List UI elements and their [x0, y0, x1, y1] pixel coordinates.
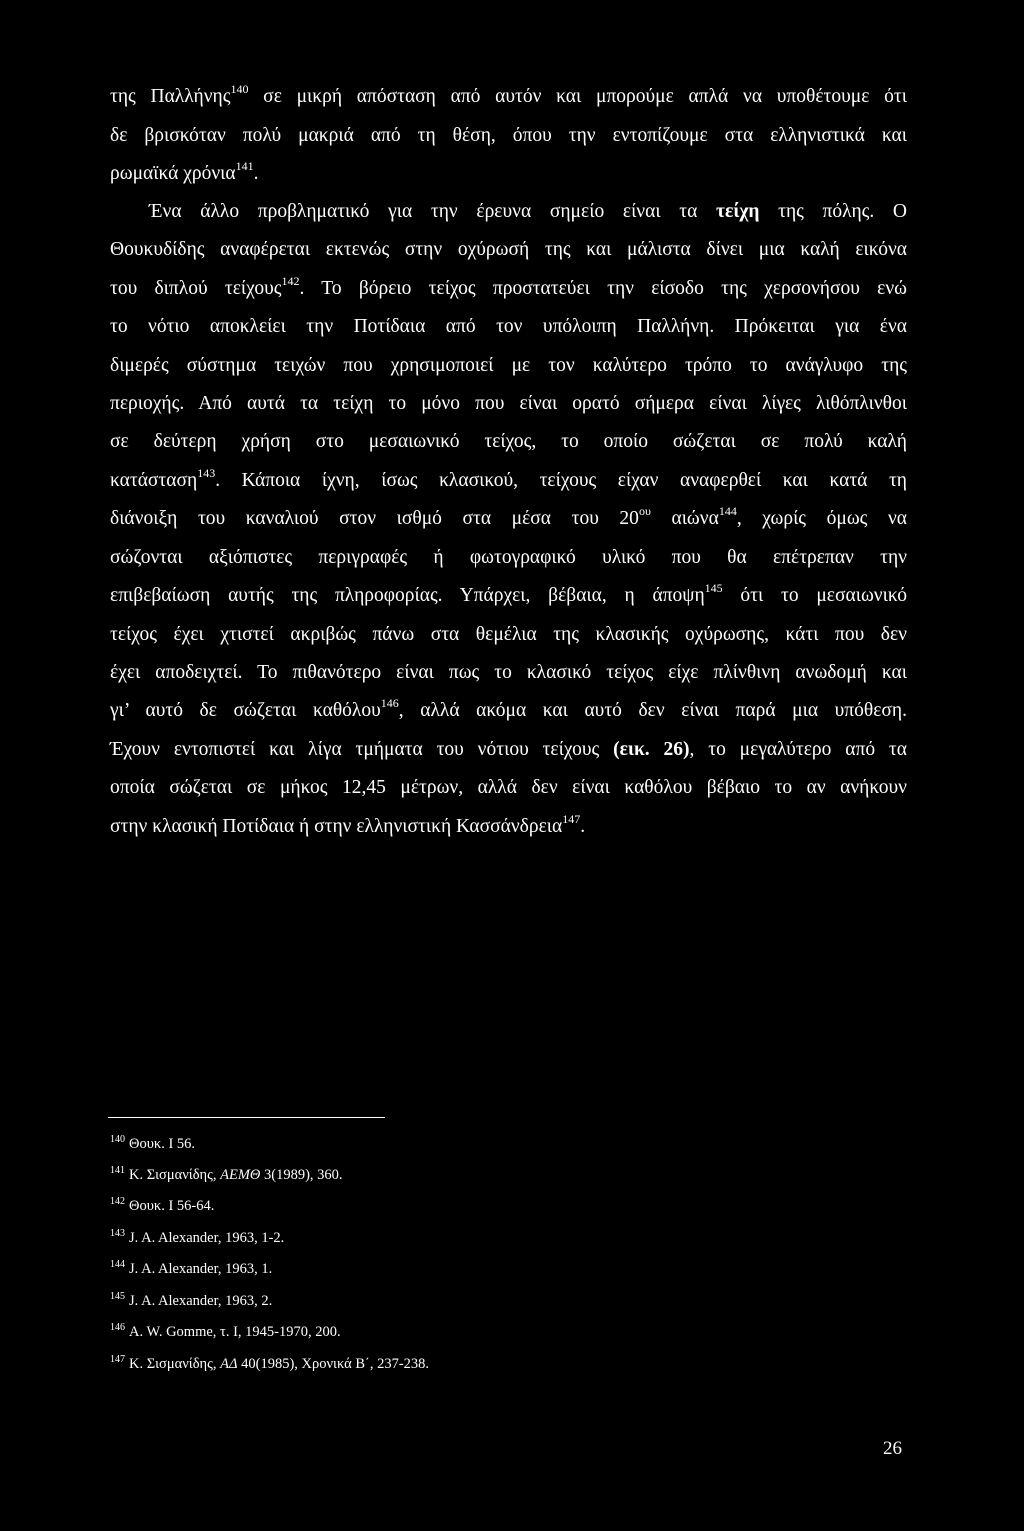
footnote-ref: 143: [197, 466, 216, 480]
text-line: διάνοιξη του καναλιού στον ισθμό στα μέσα του $20^{o\upsilon}$ αιώνα$^{144}$, χωρίς όμως να: [110, 504, 907, 529]
text-line: γι’ αυτό δε σώζεται καθόλου$^{146}$, αλλά ακόμα και αυτό δεν είναι παρά μια υπόθεση.: [110, 696, 907, 721]
footnote: $^{147}$ Κ. Σισμανίδης, ΑΔ 40(1985), Χρονικά Β΄, 237-238.: [110, 1354, 430, 1372]
text-line: Ένα άλλο προβληματικό για την έρευνα σημείο είναι τα τείχη της πόλης. Ο: [149, 201, 907, 222]
bold-term: τείχη: [716, 201, 760, 222]
superscript-ordinal: ου: [638, 504, 651, 518]
footnote: $^{145}$ J. A. Alexander, 1963, 2.: [110, 1291, 273, 1309]
text-line: περιοχής. Από αυτά τα τείχη το μόνο που είναι ορατό σήμερα είναι λίγες λιθόπλινθοι: [110, 393, 907, 414]
footnote-ref: 146: [380, 696, 399, 710]
footnote: $^{140}$ Θουκ. Ι 56.: [110, 1134, 196, 1152]
footnote-ref: 140: [230, 82, 249, 96]
footnote-ref: 144: [718, 504, 737, 518]
text-line: δε βρισκόταν πολύ μακριά από τη θέση, όπου την εντοπίζουμε στα ελληνιστικά και: [110, 125, 907, 146]
text-line: της Παλλήνης$^{140}$ σε μικρή απόσταση από αυτόν και μπορούμε απλά να υποθέτουμε ότι: [110, 82, 907, 107]
text-line: του διπλού τείχους$^{142}$. Το βόρειο τείχος προστατεύει την είσοδο της χερσονήσου ενώ: [110, 274, 907, 299]
text-line: οποία σώζεται σε μήκος 12,45 μέτρων, αλλά δεν είναι καθόλου βέβαιο το αν ανήκουν: [110, 777, 907, 798]
text-line: επιβεβαίωση αυτής της πληροφορίας. Υπάρχει, βέβαια, η άποψη$^{145}$ ότι το μεσαιωνικό: [110, 581, 907, 606]
text-line: τείχος έχει χτιστεί ακριβώς πάνω στα θεμέλια της κλασικής οχύρωσης, κάτι που δεν: [110, 624, 907, 645]
footnote-ref: 145: [704, 581, 723, 595]
text-line: έχει αποδειχτεί. Το πιθανότερο είναι πως το κλασικό τείχος είχε πλίνθινη ανωδομή και: [110, 662, 907, 683]
footnote: $^{146}$ A. W. Gomme, τ. I, 1945-1970, 200.: [110, 1322, 341, 1340]
footnote: $^{143}$ J. A. Alexander, 1963, 1-2.: [110, 1228, 285, 1246]
text-line: το νότιο αποκλείει την Ποτίδαια από τον υπόλοιπη Παλλήνη. Πρόκειται για ένα: [110, 316, 907, 337]
footnote-ref: 147: [562, 812, 581, 826]
text-line: Θουκυδίδης αναφέρεται εκτενώς στην οχύρωσή της και μάλιστα δίνει μια καλή εικόνα: [110, 239, 907, 260]
footnote-ref: 141: [235, 159, 254, 173]
text-line: ρωμαϊκά χρόνια$^{141}$.: [110, 159, 259, 184]
footnote: $^{142}$ Θουκ. Ι 56-64.: [110, 1196, 215, 1214]
footnote: $^{144}$ J. A. Alexander, 1963, 1.: [110, 1259, 273, 1277]
footnote-separator: [108, 1117, 385, 1118]
text-line: στην κλασική Ποτίδαια ή στην ελληνιστική Κασσάνδρεια$^{147}$.: [110, 812, 586, 837]
figure-ref: (εικ. 26): [613, 739, 690, 760]
text-line: σε δεύτερη χρήση στο μεσαιωνικό τείχος, το οποίο σώζεται σε πολύ καλή: [110, 431, 907, 452]
text-line: διμερές σύστημα τειχών που χρησιμοποιεί με τον καλύτερο τρόπο το ανάγλυφο της: [110, 355, 907, 376]
text-line: κατάσταση$^{143}$. Κάποια ίχνη, ίσως κλασικού, τείχους είχαν αναφερθεί και κατά τη: [110, 466, 907, 491]
footnote-ref: 142: [281, 274, 300, 288]
text-line: σώζονται αξιόπιστες περιγραφές ή φωτογραφικό υλικό που θα επέτρεπαν την: [110, 547, 907, 568]
page-number: 26: [883, 1438, 902, 1459]
text-line: Έχουν εντοπιστεί και λίγα τμήματα του νότιου τείχους (εικ. 26), το μεγαλύτερο από τα: [110, 739, 907, 760]
footnote: $^{141}$ Κ. Σισμανίδης, ΑΕΜΘ 3(1989), 360.: [110, 1165, 343, 1183]
